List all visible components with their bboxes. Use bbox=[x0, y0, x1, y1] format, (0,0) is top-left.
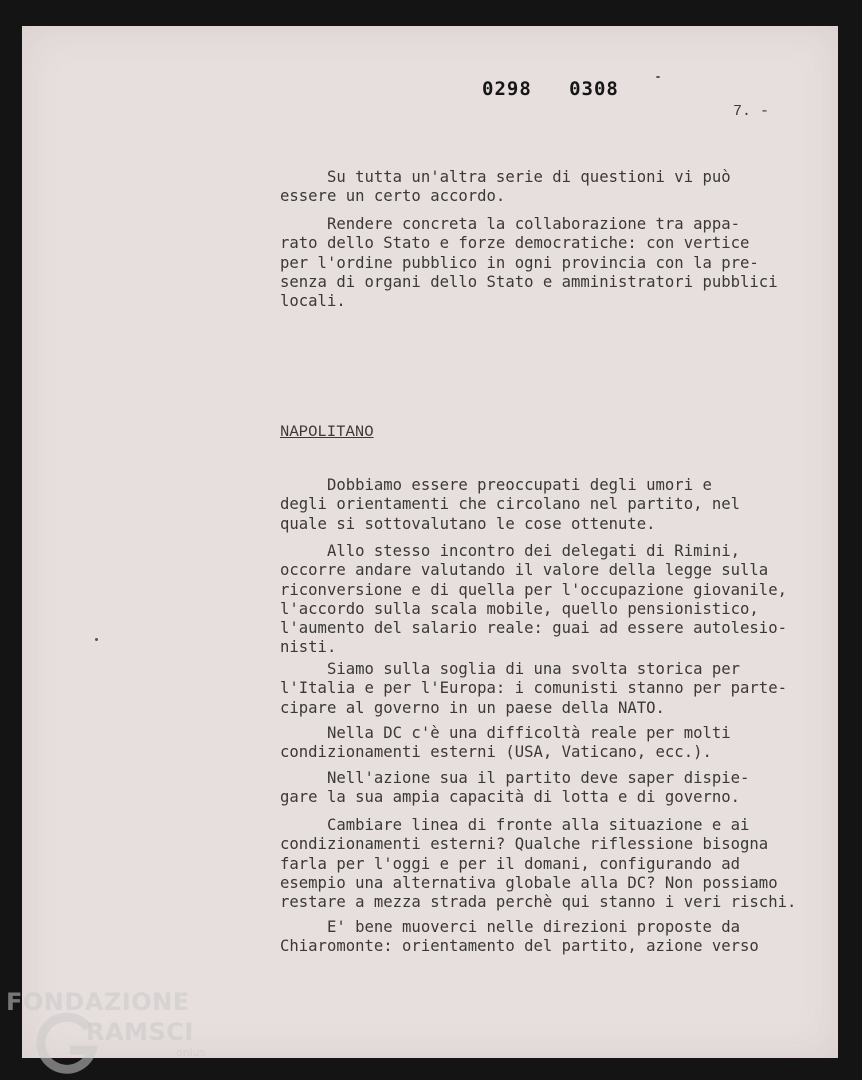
watermark-text: FONDAZIONE bbox=[6, 988, 190, 1016]
watermark-text: RAMSCI bbox=[86, 1018, 194, 1046]
paper-speck bbox=[656, 76, 660, 78]
paragraph: Cambiare linea di fronte alla situazione e ai condizionamenti esterni? Qualche riflessione bisogna farla per l'oggi e per il domani, configurando ad esempio una alternativa globale alla DC? Non possiamo restare a mezza strada perchè qui stanno i veri rischi. bbox=[280, 816, 797, 912]
paragraph: Dobbiamo essere preoccupati degli umori e degli orientamenti che circolano nel partito, nel quale si sottovalutano le cose ottenute. bbox=[280, 476, 741, 533]
archive-stamp-number: 0298 0308 bbox=[482, 78, 619, 100]
paragraph: Nell'azione sua il partito deve saper dispie- gare la sua ampia capacità di lotta e di governo. bbox=[280, 769, 750, 807]
paragraph: E' bene muoverci nelle direzioni proposte da Chiaromonte: orientamento del partito, azione verso bbox=[280, 918, 759, 956]
paragraph: Siamo sulla soglia di una svolta storica per l'Italia e per l'Europa: i comunisti stanno per parte- cipare al governo in un paese della NATO. bbox=[280, 660, 787, 717]
paper-speck bbox=[95, 638, 98, 641]
paragraph: Rendere concreta la collaborazione tra appa- rato dello Stato e forze democratiche: con vertice per l'ordine pubblico in ogni provincia con la pre- senza di organi dello Stato e amministratori pubblici locali. bbox=[280, 215, 778, 311]
paragraph: Su tutta un'altra serie di questioni vi può essere un certo accordo. bbox=[280, 168, 731, 206]
paragraph: Allo stesso incontro dei delegati di Rimini, occorre andare valutando il valore della legge sulla riconversione e di quella per l'occupazione giovanile, l'accordo sulla scala mobile, quello pensionistico, l'aumento del salario reale: guai ad essere autolesio- nisti. bbox=[280, 542, 787, 657]
watermark-subtext: onlus bbox=[176, 1046, 206, 1059]
watermark-logo bbox=[6, 988, 216, 1078]
paragraph: Nella DC c'è una difficoltà reale per molti condizionamenti esterni (USA, Vaticano, ecc.). bbox=[280, 724, 731, 762]
speaker-heading: NAPOLITANO bbox=[280, 423, 374, 441]
page-number: 7. - bbox=[733, 103, 770, 120]
